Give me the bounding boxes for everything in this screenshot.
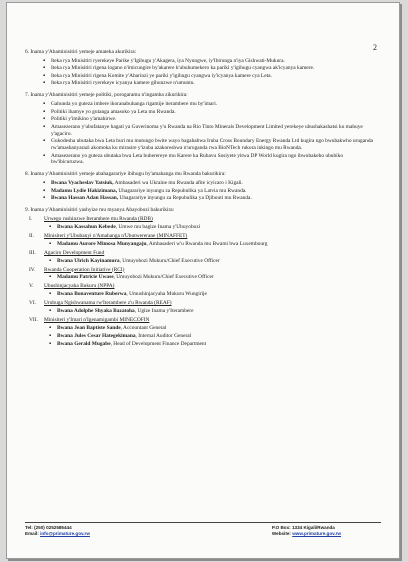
footer-email-link[interactable]: info@primature.gov.rw xyxy=(40,530,90,536)
footer-contact-right xyxy=(272,525,341,537)
section-heading: 8. Inama y'Abaminisitiri yemeje abahagarariye ibihugu by'amahanga mu Rwanda bakurikira: xyxy=(25,171,226,178)
list-item xyxy=(49,308,377,315)
person-role: , Umushinjacyaha Mukuru Wungirije xyxy=(126,291,207,298)
roman-numeral: III. xyxy=(29,249,36,256)
person-role: , Accountant General xyxy=(120,324,167,331)
person-role: , Umuyobozi Mukuru/Chief Executive Officer xyxy=(119,257,220,264)
section-6 xyxy=(25,49,377,87)
list-item xyxy=(49,333,377,340)
people-list xyxy=(29,274,377,281)
section-heading: 7. Inama y'Abaminisitiri yemeje politiki, porogaramu n'ingamba zikurikira: xyxy=(25,92,188,99)
person-name: Bwana Kassahun Kebede xyxy=(57,223,116,230)
list-item: ▪ Politiki ihamye yo gutanga amasoko ya Leta mu Rwanda. xyxy=(43,109,377,116)
footer-tel: Tel: (250) 0252585444 xyxy=(25,525,72,530)
list-item: ▪ Amasezerano y'ubufatanye hagati ya Guverinoma y'u Rwanda na Rio Tinto Minerals Development Limited yerekeye ubushakashatsi ku mabuye y'agaciro. xyxy=(43,124,377,138)
appointments-list xyxy=(25,216,377,348)
page-footer xyxy=(25,522,381,536)
section-heading: 9. Inama y'Abaminisitiri yashyize mu myanya Abayobozi bakurikira: xyxy=(25,207,175,214)
list-item: ▪ Politiki y'imikino y'amahirwe. xyxy=(43,116,377,123)
section-heading: 6. Inama y'Abaminisitiri yemeje amateka akurikira: xyxy=(25,49,137,55)
section-8 xyxy=(25,171,377,202)
person-role: , Internal Auditor General xyxy=(135,332,192,339)
list-item: ▪ Iteka rya Minisitiri rigena Komite y'Abarinzi ye pariki y'igihugu cyangwa iy'icyanya kamere cya Leta. xyxy=(43,73,377,80)
person-role: , Umuyobozi Mukuru/Chief Executive Officer xyxy=(113,274,214,281)
list-item xyxy=(49,241,377,248)
people-list xyxy=(29,291,377,298)
section-9 xyxy=(25,207,377,347)
person-name: Bwana Ulrich Kayinamura xyxy=(57,257,120,264)
roman-numeral: IV. xyxy=(29,266,36,273)
page-number: 2 xyxy=(373,43,377,52)
list-item: ▪ Amasezerano yo guteza ubutaka bwa Leta buherereye mu Karere ka Rubavu Sosiyete yitwa DP World kugira ngo ibwubakeho ububiko bw'ibicuruzwa. xyxy=(43,153,377,167)
people-list xyxy=(29,308,377,315)
bullet-list xyxy=(25,58,377,87)
list-item: ▪ Gukodesha ubutaka bwa Leta buri mu mutungo bwite wayo bagahabwa Iruba Cross Boundary Energy Rwanda Ltd kugira ngo bwubakwho uruganda rw'amashanyarazi akomoka ku mirasire y'izuba azakoreshwa n'uruganda rwa BioNTech rukora inkingo mu Rwanda. xyxy=(43,138,377,152)
person-role: , Ambasaderi w'u Rwanda mu Bwami bwa Luxembourg xyxy=(146,240,268,247)
list-item: ▪ Gahunda yo guteza imbere ikoranabuhanga rigamije iterambere mu by'imari. xyxy=(43,101,377,108)
appointment-group xyxy=(29,216,377,231)
organization-name: Rwanda Cooperation Initiative (RCI) xyxy=(44,266,125,273)
list-item xyxy=(49,258,377,265)
document-body xyxy=(25,49,377,353)
list-item xyxy=(49,274,377,281)
list-item: ▪ Iteka rya Minisitiri ryerekeye icyanya kamere gihunzwe n'umuntu. xyxy=(43,80,377,87)
section-7 xyxy=(25,92,377,166)
appointment-group xyxy=(29,233,377,248)
footer-website-row xyxy=(272,531,341,537)
person-name: Bwana Vyacheslav Yatsiuk, xyxy=(51,180,114,187)
people-list xyxy=(29,241,377,248)
list-item xyxy=(49,224,377,231)
list-item: ▪ Iteka rya Minisitiri ryerekeye Parike y'Igihugu y'Akagera, iya Nyungwe, iy'Ibirunga n'iya Gishwati-Mukura. xyxy=(43,58,377,65)
people-list xyxy=(29,325,377,348)
person-name: Bwana Jean Baptiste Sande xyxy=(57,324,121,331)
appointment-group xyxy=(29,250,377,265)
person-name: Madamu Aurore Mimosa Munyangaju xyxy=(57,240,147,247)
list-item xyxy=(43,188,377,195)
list-item xyxy=(49,341,377,348)
document-page xyxy=(6,2,400,559)
list-item: ▪ Iteka rya Minisitiri rigena logano n'imicungire by'akarere k'ubuhumekero ka pariki y'igihugu cyangwa ak'icyanya kamere. xyxy=(43,65,377,72)
person-name: Bwana Jules Cesar Hategekimana xyxy=(57,332,136,339)
appointment-group xyxy=(29,267,377,282)
person-name: Bwana Adolphe Shyaka Bazatoha xyxy=(57,308,135,315)
roman-numeral: VII. xyxy=(29,316,38,323)
person-role: Uhagarariye inyungu za Repubulika ya Djibouti mu Rwanda. xyxy=(118,195,252,202)
list-item xyxy=(43,180,377,187)
footer-website-label: Website: xyxy=(271,530,293,536)
organization-name: Agaciro Development Fund xyxy=(44,249,105,256)
person-name: Madamu Patricie Uwase xyxy=(57,274,114,281)
roman-numeral: V. xyxy=(29,283,34,290)
person-role: , Ugize Inama y'Iterambere xyxy=(134,308,194,315)
footer-email-row xyxy=(25,531,90,537)
person-role: , Head of Development Finance Department xyxy=(110,340,207,347)
appointment-group xyxy=(29,300,377,315)
footer-po-box: P.O Box: 1334 Kigali/Rwanda xyxy=(271,525,335,530)
roman-numeral: VI. xyxy=(29,300,37,307)
people-list xyxy=(29,224,377,231)
people-list xyxy=(29,258,377,265)
roman-numeral: I. xyxy=(29,216,33,223)
person-name: Bwana Gerald Mugabe xyxy=(57,340,111,347)
organization-name: Minisiteri y'Ububanyi n'Amahanga n'Ubutwererane (MINAFFET) xyxy=(44,232,188,239)
footer-contact-left xyxy=(25,525,90,537)
bullet-list xyxy=(25,180,377,202)
roman-numeral: II. xyxy=(29,232,34,239)
organization-name: Urwego rushinzwe Iterambere mu Rwanda (RDB) xyxy=(44,216,153,223)
list-item xyxy=(49,325,377,332)
person-name: Bwana Bonaventure Ruberwa xyxy=(57,291,127,298)
person-role: Uhagarariye inyungu za Repubulika ya Latvia mu Rwanda. xyxy=(117,187,247,194)
appointment-group xyxy=(29,283,377,298)
organization-name: Minisiteri y'Imari n'Igenamigambi MINECOFIN xyxy=(44,316,150,323)
person-role: Ambasaderi wa Ukraine mu Rwanda afite icyicaro i Kigali. xyxy=(113,180,243,187)
person-name: Madamu Lydie Hakizimana, xyxy=(51,187,118,194)
person-name: Bwana Hassan Adan Hassan, xyxy=(51,195,119,202)
footer-email-label: Email: xyxy=(25,530,41,536)
organization-name: Ubushinjacyaha Bukuru (NPPA) xyxy=(44,283,115,290)
person-role: , Umwe mu bagize Inama y'Ubuyobozi xyxy=(115,223,201,230)
list-item xyxy=(43,195,377,202)
organization-name: Urubuga Ngishwanama rw'Iterambere z'u Rwanda (REAF) xyxy=(44,300,172,307)
bullet-list xyxy=(25,101,377,166)
list-item xyxy=(49,291,377,298)
footer-website-link[interactable]: www.primature.gov.rw xyxy=(292,530,341,536)
appointment-group xyxy=(29,317,377,348)
